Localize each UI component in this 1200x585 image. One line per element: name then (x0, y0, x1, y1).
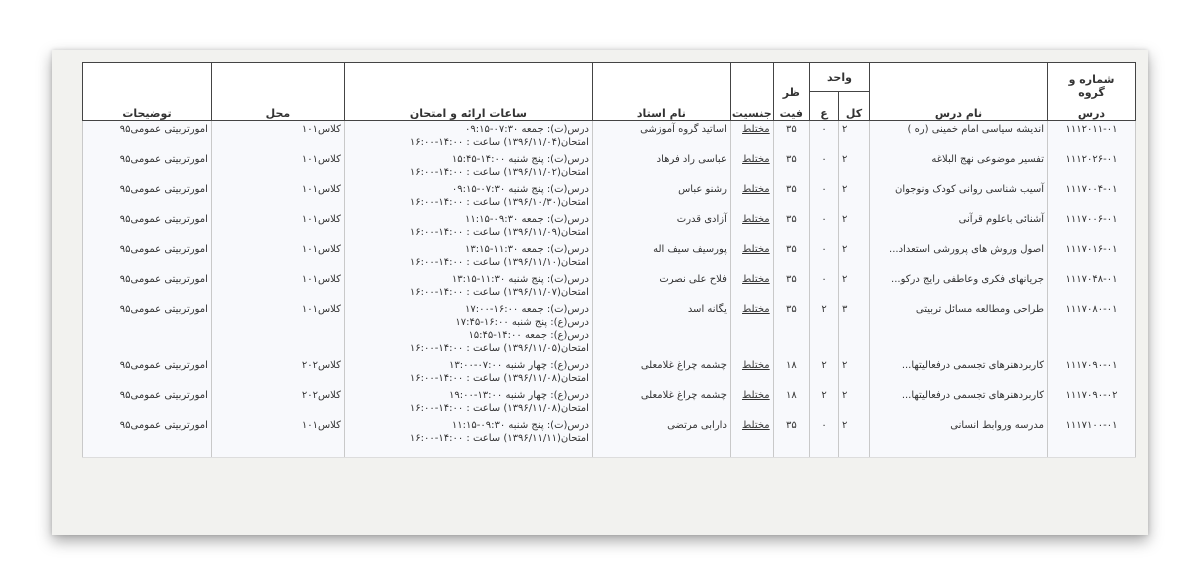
table-row[interactable] (83, 241, 1136, 271)
cell-place: کلاس۱۰۱ (211, 241, 344, 271)
schedule-line: امتحان(۱۳۹۶/۱۱/۰۸) ساعت : ۱۴:۰۰-۱۶:۰۰ (409, 373, 589, 384)
header-capacity-line2: فیت (779, 107, 803, 120)
schedule-line: امتحان(۱۳۹۶/۱۱/۱۰) ساعت : ۱۴:۰۰-۱۶:۰۰ (409, 257, 589, 268)
cell-place: کلاس۲۰۲ (211, 387, 344, 417)
cell-gender: مختلط (730, 121, 773, 152)
cell-name: اصول وروش های پرورشی استعداد... (870, 241, 1048, 271)
cell-units-total: ۲ (839, 121, 870, 152)
table-row[interactable] (83, 357, 1136, 387)
cell-code: ۱۱۱۲۰۱۱-۰۱ (1048, 121, 1136, 152)
cell-capacity: ۳۵ (773, 271, 809, 301)
cell-schedule (344, 211, 592, 241)
table-row[interactable] (83, 181, 1136, 211)
schedule-line: امتحان(۱۳۹۶/۱۱/۰۲) ساعت : ۱۴:۰۰-۱۶:۰۰ (409, 167, 589, 178)
cell-teacher: اساتید گروه آموزشی (592, 121, 730, 152)
cell-schedule (344, 357, 592, 387)
cell-schedule (344, 151, 592, 181)
cell-units-total: ۳ (839, 301, 870, 357)
cell-capacity: ۱۸ (773, 387, 809, 417)
cell-units-total: ۲ (839, 271, 870, 301)
cell-capacity: ۳۵ (773, 241, 809, 271)
cell-code: ۱۱۱۷۰۹۰-۰۱ (1048, 357, 1136, 387)
schedule-line: درس(ت): پنج شنبه ۱۴:۰۰-۱۵:۴۵ (451, 154, 589, 165)
schedule-line: درس(ت): پنج شنبه ۰۷:۳۰-۰۹:۱۵ (451, 184, 589, 195)
cell-capacity: ۱۸ (773, 357, 809, 387)
cell-name: جریانهای فکری وعاطفی رایج درکو... (870, 271, 1048, 301)
header-capacity (773, 63, 809, 121)
cell-units-total: ۲ (839, 211, 870, 241)
cell-gender: مختلط (730, 211, 773, 241)
cell-name: طراحی ومطالعه مسائل تربیتی (870, 301, 1048, 357)
cell-units-practical: ۰ (810, 121, 839, 152)
cell-name: کاربردهنرهای تجسمی درفعالیتها... (870, 387, 1048, 417)
cell-notes: امورتربیتی عمومی۹۵ (83, 211, 212, 241)
schedule-line: درس(ت): جمعه ۰۹:۳۰-۱۱:۱۵ (464, 214, 589, 225)
header-schedule: ساعات ارائه و امتحان (344, 63, 592, 121)
cell-units-practical: ۲ (810, 301, 839, 357)
schedule-line: درس(ت): جمعه ۱۶:۰۰-۱۷:۰۰ (464, 304, 589, 315)
table-row[interactable] (83, 121, 1136, 152)
schedule-line: درس(ع): پنج شنبه ۱۶:۰۰-۱۷:۴۵ (455, 317, 589, 328)
cell-capacity: ۳۵ (773, 121, 809, 152)
cell-notes: امورتربیتی عمومی۹۵ (83, 271, 212, 301)
cell-name: کاربردهنرهای تجسمی درفعالیتها... (870, 357, 1048, 387)
table-row[interactable] (83, 271, 1136, 301)
schedule-line: امتحان(۱۳۹۶/۱۱/۰۵) ساعت : ۱۴:۰۰-۱۶:۰۰ (409, 343, 589, 354)
cell-teacher: دارابی مرتضی (592, 417, 730, 458)
cell-units-total: ۲ (839, 417, 870, 458)
cell-notes: امورتربیتی عمومی۹۵ (83, 181, 212, 211)
cell-place: کلاس۱۰۱ (211, 301, 344, 357)
cell-name: آسیب شناسی روانی کودک ونوجوان (870, 181, 1048, 211)
cell-units-practical: ۲ (810, 387, 839, 417)
cell-code: ۱۱۱۷۰۴۸-۰۱ (1048, 271, 1136, 301)
cell-units-total: ۲ (839, 387, 870, 417)
cell-place: کلاس۱۰۱ (211, 151, 344, 181)
cell-notes: امورتربیتی عمومی۹۵ (83, 417, 212, 458)
cell-code: ۱۱۱۷۰۰۶-۰۱ (1048, 211, 1136, 241)
cell-teacher: عباسی راد فرهاد (592, 151, 730, 181)
cell-name: مدرسه وروابط انسانی (870, 417, 1048, 458)
cell-teacher: چشمه چراغ غلامعلی (592, 387, 730, 417)
schedule-line: درس(ع): جمعه ۱۴:۰۰-۱۵:۴۵ (468, 330, 589, 341)
cell-notes: امورتربیتی عمومی۹۵ (83, 301, 212, 357)
cell-gender: مختلط (730, 357, 773, 387)
cell-teacher: چشمه چراغ غلامعلی (592, 357, 730, 387)
header-place: محل (211, 63, 344, 121)
cell-gender: مختلط (730, 301, 773, 357)
cell-code: ۱۱۱۷۰۱۶-۰۱ (1048, 241, 1136, 271)
schedule-line: درس(ت): جمعه ۱۱:۳۰-۱۳:۱۵ (464, 244, 589, 255)
cell-gender: مختلط (730, 181, 773, 211)
cell-notes: امورتربیتی عمومی۹۵ (83, 121, 212, 152)
cell-schedule (344, 121, 592, 152)
header-teacher: نام استاد (592, 63, 730, 121)
cell-units-practical: ۰ (810, 211, 839, 241)
table-row[interactable] (83, 151, 1136, 181)
schedule-line: امتحان(۱۳۹۶/۱۱/۰۹) ساعت : ۱۴:۰۰-۱۶:۰۰ (409, 227, 589, 238)
cell-code: ۱۱۱۷۱۰۰-۰۱ (1048, 417, 1136, 458)
schedule-line: امتحان(۱۳۹۶/۱۰/۳۰) ساعت : ۱۴:۰۰-۱۶:۰۰ (409, 197, 589, 208)
header-units: واحد (810, 63, 870, 92)
schedule-line: درس(ت): پنج شنبه ۱۱:۳۰-۱۳:۱۵ (451, 274, 589, 285)
header-units-total: کل (839, 92, 870, 121)
cell-gender: مختلط (730, 241, 773, 271)
header-code-line1: شماره و گروه (1068, 73, 1115, 99)
header-notes: توضیحات (83, 63, 212, 121)
schedule-line: امتحان(۱۳۹۶/۱۱/۰۸) ساعت : ۱۴:۰۰-۱۶:۰۰ (409, 403, 589, 414)
cell-place: کلاس۱۰۱ (211, 271, 344, 301)
cell-capacity: ۳۵ (773, 211, 809, 241)
cell-units-practical: ۲ (810, 357, 839, 387)
cell-teacher: رشنو عباس (592, 181, 730, 211)
cell-capacity: ۳۵ (773, 181, 809, 211)
cell-units-total: ۲ (839, 357, 870, 387)
cell-teacher: پورسیف سیف اله (592, 241, 730, 271)
schedule-line: امتحان(۱۳۹۶/۱۱/۱۱) ساعت : ۱۴:۰۰-۱۶:۰۰ (409, 433, 589, 444)
cell-notes: امورتربیتی عمومی۹۵ (83, 151, 212, 181)
cell-capacity: ۳۵ (773, 151, 809, 181)
table-row[interactable] (83, 211, 1136, 241)
cell-units-practical: ۰ (810, 181, 839, 211)
cell-schedule (344, 301, 592, 357)
cell-units-total: ۲ (839, 181, 870, 211)
cell-place: کلاس۲۰۲ (211, 357, 344, 387)
header-code-line2: درس (1077, 107, 1106, 120)
cell-teacher: یگانه اسد (592, 301, 730, 357)
cell-units-total: ۲ (839, 151, 870, 181)
header-code (1048, 63, 1136, 121)
header-name: نام درس (870, 63, 1048, 121)
schedule-line: امتحان(۱۳۹۶/۱۱/۰۷) ساعت : ۱۴:۰۰-۱۶:۰۰ (409, 287, 589, 298)
table-row[interactable] (83, 387, 1136, 417)
cell-units-practical: ۰ (810, 271, 839, 301)
cell-teacher: آزادی قدرت (592, 211, 730, 241)
cell-gender: مختلط (730, 271, 773, 301)
cell-capacity: ۳۵ (773, 417, 809, 458)
schedule-line: درس(ت): جمعه ۰۷:۳۰-۰۹:۱۵ (464, 124, 589, 135)
cell-gender: مختلط (730, 387, 773, 417)
cell-units-practical: ۰ (810, 417, 839, 458)
cell-schedule (344, 417, 592, 458)
cell-teacher: فلاح علی نصرت (592, 271, 730, 301)
cell-notes: امورتربیتی عمومی۹۵ (83, 387, 212, 417)
cell-schedule (344, 271, 592, 301)
header-gender: جنسیت (730, 63, 773, 121)
header-capacity-line1: ظر (782, 86, 800, 99)
cell-capacity: ۳۵ (773, 301, 809, 357)
header-units-practical: ع (810, 92, 839, 121)
cell-place: کلاس۱۰۱ (211, 211, 344, 241)
schedule-line: درس(ت): پنج شنبه ۰۹:۳۰-۱۱:۱۵ (451, 420, 589, 431)
cell-units-total: ۲ (839, 241, 870, 271)
cell-code: ۱۱۱۷۰۹۰-۰۲ (1048, 387, 1136, 417)
cell-code: ۱۱۱۲۰۲۶-۰۱ (1048, 151, 1136, 181)
cell-gender: مختلط (730, 151, 773, 181)
cell-place: کلاس۱۰۱ (211, 417, 344, 458)
cell-schedule (344, 181, 592, 211)
cell-units-practical: ۰ (810, 241, 839, 271)
cell-name: اندیشه سیاسی امام خمینی (ره ) (870, 121, 1048, 152)
table-row[interactable] (83, 301, 1136, 357)
cell-code: ۱۱۱۷۰۰۴-۰۱ (1048, 181, 1136, 211)
schedule-line: درس(ع): چهار شنبه ۱۳:۰۰-۱۹:۰۰ (448, 390, 589, 401)
cell-schedule (344, 241, 592, 271)
cell-name: تفسیر موضوعی نهج البلاغه (870, 151, 1048, 181)
cell-notes: امورتربیتی عمومی۹۵ (83, 241, 212, 271)
cell-units-practical: ۰ (810, 151, 839, 181)
cell-place: کلاس۱۰۱ (211, 121, 344, 152)
cell-notes: امورتربیتی عمومی۹۵ (83, 357, 212, 387)
course-table (82, 62, 1136, 458)
schedule-line: درس(ع): چهار شنبه ۰۷:۰۰-۱۳:۰۰ (448, 360, 589, 371)
table-row[interactable] (83, 417, 1136, 458)
cell-name: آشنائی باعلوم قرآنی (870, 211, 1048, 241)
cell-place: کلاس۱۰۱ (211, 181, 344, 211)
cell-code: ۱۱۱۷۰۸۰-۰۱ (1048, 301, 1136, 357)
schedule-line: امتحان(۱۳۹۶/۱۱/۰۴) ساعت : ۱۴:۰۰-۱۶:۰۰ (409, 137, 589, 148)
cell-gender: مختلط (730, 417, 773, 458)
cell-schedule (344, 387, 592, 417)
